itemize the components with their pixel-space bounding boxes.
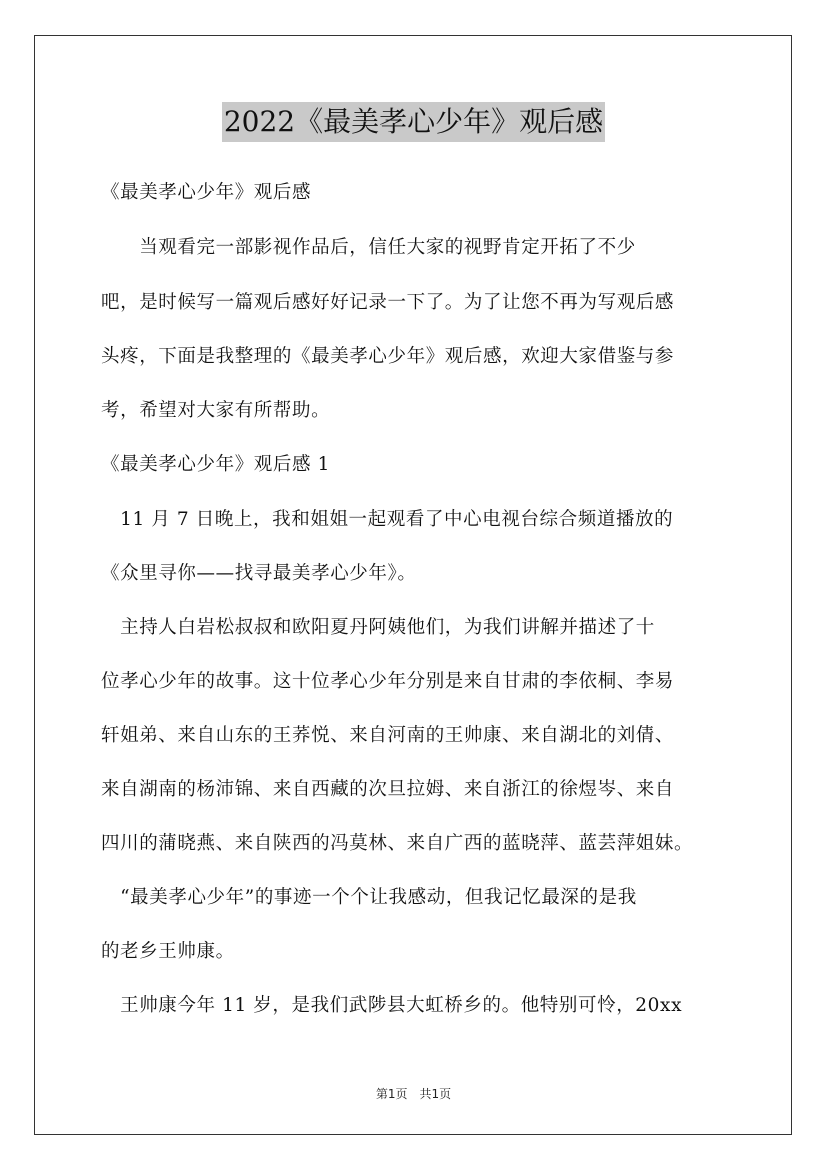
paragraph-line: 四川的蒲晓燕、来自陕西的冯莫林、来自广西的蓝晓萍、蓝芸萍姐妹。 <box>101 833 694 854</box>
paragraph-line: 轩姐弟、来自山东的王荞悦、来自河南的王帅康、来自湖北的刘倩、 <box>101 725 675 746</box>
section-heading: 《最美孝心少年》观后感 1 <box>101 454 330 475</box>
page-number-footer: 第1页 共1页 <box>375 1087 452 1101</box>
paragraph-line: 位孝心少年的故事。这十位孝心少年分别是来自甘肃的李依桐、李易 <box>101 671 675 692</box>
paragraph-line: 来自湖南的杨沛锦、来自西藏的次旦拉姆、来自浙江的徐煜岑、来自 <box>101 779 675 800</box>
subtitle-line: 《最美孝心少年》观后感 <box>101 182 312 203</box>
paragraph-line: 考，希望对大家有所帮助。 <box>101 400 331 421</box>
paragraph-line: 的老乡王帅康。 <box>101 941 235 962</box>
paragraph-line: 王帅康今年 11 岁，是我们武陟县大虹桥乡的。他特别可怜，20xx <box>101 995 683 1016</box>
paragraph-line: 当观看完一部影视作品后，信任大家的视野肯定开拓了不少 <box>101 237 636 258</box>
paragraph-line: 《众里寻你——找寻最美孝心少年》。 <box>101 563 417 584</box>
paragraph-line: 吧，是时候写一篇观后感好好记录一下了。为了让您不再为写观后感 <box>101 292 675 313</box>
paragraph-line: 11 月 7 日晚上，我和姐姐一起观看了中心电视台综合频道播放的 <box>101 509 674 530</box>
paragraph-line: “最美孝心少年”的事迹一个个让我感动，但我记忆最深的是我 <box>101 887 637 908</box>
paragraph-line: 头疼，下面是我整理的《最美孝心少年》观后感，欢迎大家借鉴与参 <box>101 346 675 367</box>
paragraph-line: 主持人白岩松叔叔和欧阳夏丹阿姨他们，为我们讲解并描述了十 <box>101 617 655 638</box>
document-title: 2022《最美孝心少年》观后感 <box>222 102 605 142</box>
title-container <box>0 102 827 142</box>
